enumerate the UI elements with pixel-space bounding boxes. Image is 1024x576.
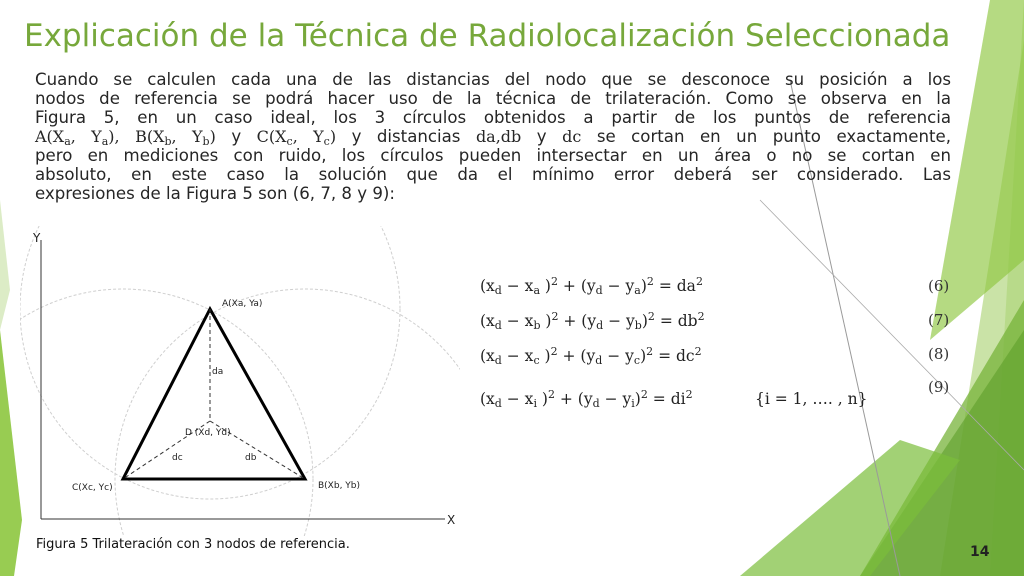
circle-a [20, 226, 400, 499]
distances-text: y distancias [351, 127, 461, 146]
conjunction: y [536, 127, 547, 146]
body-line: nodos de referencia se podrá hacer uso de la técnica de trilateración. Como se observa en la [35, 89, 951, 108]
equation-9: ($x_d - x_i$ )$^2 + (y_d - y_i)^2 = di^2$ [480, 388, 693, 410]
equation-number-8: (8) [928, 345, 950, 363]
equation-number-6: (6) [928, 277, 950, 295]
distances-da-db: da,db [475, 127, 522, 146]
body-line: Cuando se calculen cada una de las distancias del nodo que se desconoce su posición a los [35, 70, 951, 89]
body-paragraph [35, 70, 951, 203]
equation-number-7: (7) [928, 311, 950, 329]
equation-8: ($x_d - x_c$ )$^2 + (y_d - y_c)^2 = dc^2$ [480, 345, 702, 367]
conjunction: y [231, 127, 242, 146]
page-number: 14 [970, 544, 990, 560]
body-line: absoluto, en este caso la solución que da el mínimo error deberá ser considerado. Las [35, 165, 951, 184]
label-dc: dc [172, 453, 183, 463]
label-db: db [245, 453, 257, 463]
label-da: da [212, 367, 224, 377]
label-point-a: A(Xa, Ya) [222, 299, 263, 309]
slide-title: Explicación de la Técnica de Radiolocalización Seleccionada [24, 18, 951, 54]
body-line-end: se cortan en un punto exactamente, [596, 127, 952, 146]
equation-6: ($x_d - x_a$ )$^2 + (y_d - y_a)^2 = da^2$ [480, 275, 703, 297]
label-point-d: D (Xd, Yd) [185, 428, 231, 438]
figure-caption: Figura 5 Trilateración con 3 nodos de referencia. [36, 537, 350, 552]
body-line-formula [35, 127, 951, 146]
axis-y-label: Y [33, 231, 41, 245]
circle-b [115, 289, 460, 536]
equation-9-range: {i = 1, …. , n} [755, 390, 868, 408]
trilateration-figure [20, 226, 460, 536]
label-point-c: C(Xc, Yc) [72, 483, 113, 493]
body-line: Figura 5, en un caso ideal, los 3 círculos obtenidos a partir de los puntos de referencia [35, 108, 951, 127]
point-b-formula: $B(X_b$, $Y_b$) [135, 127, 216, 148]
equation-7: ($x_d - x_b$ )$^2 + (y_d - y_b)^2 = db^2$ [480, 310, 705, 332]
body-line: pero en mediciones con ruido, los círculos pueden intersectar en un área o no se cortan en [35, 146, 951, 165]
distance-dc: dc [562, 127, 582, 146]
point-c-formula: $C(X_c$, $Y_c$) [256, 127, 337, 148]
body-line: expresiones de la Figura 5 son (6, 7, 8 y 9): [35, 184, 395, 203]
axis-x-label: X [447, 513, 456, 527]
point-a-formula: $A(X_a$, $Y_a$), [35, 127, 120, 148]
equation-number-9: (9) [928, 378, 950, 396]
triangle [123, 309, 305, 479]
label-point-b: B(Xb, Yb) [318, 481, 361, 491]
